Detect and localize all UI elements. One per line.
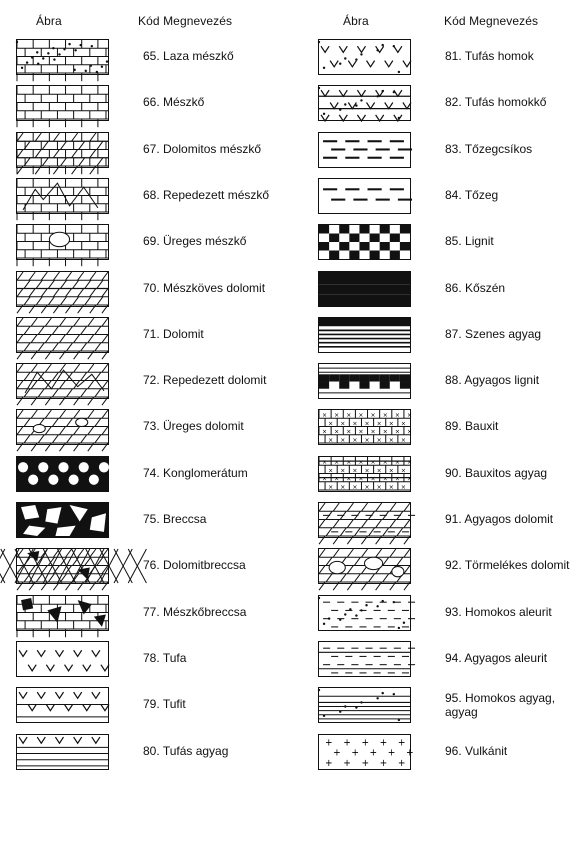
legend-row	[0, 595, 587, 631]
pattern-swatch	[318, 132, 411, 168]
legend-code: 89.	[445, 419, 466, 433]
legend-name: Breccsa	[163, 512, 207, 526]
legend-label	[445, 281, 505, 295]
legend-label	[445, 558, 570, 572]
legend-name: Dolomitbreccsa	[163, 558, 246, 572]
legend-code: 96.	[445, 744, 466, 758]
svg-text:×: ×	[406, 475, 413, 483]
svg-text:+: +	[325, 737, 333, 749]
svg-text:×: ×	[370, 475, 376, 483]
legend-name: Tufit	[162, 697, 186, 711]
legend-label	[445, 651, 547, 665]
legend-row	[0, 641, 587, 677]
legend-code: 81.	[445, 49, 465, 63]
svg-text:×: ×	[346, 412, 352, 420]
svg-text:×: ×	[388, 483, 394, 491]
legend-code: 69.	[143, 234, 164, 248]
svg-text:×: ×	[364, 420, 370, 428]
legend-label	[445, 466, 547, 480]
svg-text:×: ×	[394, 475, 400, 483]
legend-name: Bauxit	[465, 419, 499, 433]
svg-text:+: +	[397, 737, 406, 749]
svg-text:×: ×	[352, 483, 358, 491]
pattern-swatch	[318, 178, 411, 214]
legend-name: Dolomitos mészkő	[163, 142, 262, 156]
legend-row	[0, 363, 587, 399]
pattern-swatch	[318, 317, 411, 353]
pattern-swatch	[318, 641, 411, 677]
svg-text:×: ×	[364, 483, 370, 491]
legend-row	[0, 502, 587, 538]
svg-text:×: ×	[340, 420, 346, 428]
svg-text:×: ×	[328, 467, 334, 475]
legend-label	[445, 605, 552, 619]
svg-text:×: ×	[322, 459, 328, 467]
svg-text:×: ×	[394, 412, 400, 420]
pattern-swatch	[318, 687, 411, 723]
legend-name: Üreges mészkő	[163, 234, 247, 248]
svg-text:×: ×	[346, 459, 352, 467]
legend-name: Bauxitos agyag	[465, 466, 548, 480]
legend-row	[0, 271, 587, 307]
legend-code: 65.	[143, 49, 164, 63]
legend-name: Agyagos dolomit	[464, 512, 554, 526]
svg-text:×: ×	[382, 475, 388, 483]
svg-text:×: ×	[322, 412, 328, 420]
svg-text:×: ×	[340, 483, 346, 491]
svg-text:×: ×	[340, 436, 346, 444]
svg-text:×: ×	[328, 420, 334, 428]
svg-text:×: ×	[346, 475, 352, 483]
svg-text:×: ×	[394, 459, 400, 467]
svg-text:+: +	[343, 757, 351, 769]
svg-text:×: ×	[382, 459, 388, 467]
legend-row	[0, 317, 587, 353]
legend-name: Mészkőbreccsa	[163, 605, 247, 619]
legend-code: 94.	[445, 651, 465, 665]
svg-text:×: ×	[358, 475, 364, 483]
svg-text:×: ×	[406, 428, 413, 436]
svg-text:×: ×	[358, 412, 364, 420]
legend-name: Tufás homok	[464, 49, 534, 63]
legend-code: 68.	[143, 188, 164, 202]
legend-label	[445, 419, 498, 433]
svg-text:×: ×	[376, 420, 382, 428]
legend-name: Tufa	[162, 651, 187, 665]
svg-text:×: ×	[388, 467, 394, 475]
legend-name: Repedezett mészkő	[163, 188, 270, 202]
legend-label	[445, 95, 546, 109]
legend-code: 77.	[143, 605, 164, 619]
legend-label	[445, 691, 555, 719]
legend-name: Laza mészkő	[163, 49, 234, 63]
svg-text:×: ×	[406, 412, 413, 420]
svg-text:×: ×	[322, 475, 328, 483]
legend-name: Kőszén	[465, 281, 506, 295]
legend-row	[0, 687, 587, 723]
pattern-swatch	[318, 363, 411, 399]
legend-name: Dolomit	[163, 327, 204, 341]
legend-label	[445, 188, 498, 202]
legend-name: Agyagos aleurit	[464, 651, 548, 665]
svg-text:×: ×	[340, 467, 346, 475]
svg-text:+: +	[379, 757, 388, 769]
legend-code: 95.	[445, 691, 466, 705]
pattern-swatch	[318, 595, 411, 631]
legend-row	[0, 178, 587, 214]
legend-code: 93.	[445, 605, 466, 619]
legend-row	[0, 39, 587, 75]
svg-text:×: ×	[400, 436, 406, 444]
svg-text:×: ×	[370, 428, 376, 436]
legend-row	[0, 409, 587, 445]
legend-label	[445, 234, 494, 248]
svg-text:+: +	[361, 757, 370, 769]
legend-name: Tőzeg	[464, 188, 499, 202]
legend-code: 73.	[143, 419, 164, 433]
legend-code: 78.	[143, 651, 163, 665]
svg-text:×: ×	[328, 483, 334, 491]
svg-text:×: ×	[352, 467, 358, 475]
right-abra-header: Ábra	[343, 14, 369, 28]
legend-code: 92.	[445, 558, 465, 572]
legend-code: 71.	[143, 327, 164, 341]
svg-text:+: +	[397, 757, 406, 769]
left-code-name-header: Kód Megnevezés	[138, 14, 233, 28]
legend-code: 75.	[143, 512, 164, 526]
legend-name: Lignit	[465, 234, 494, 248]
svg-text:×: ×	[370, 459, 376, 467]
svg-text:×: ×	[388, 436, 394, 444]
legend-code: 82.	[445, 95, 465, 109]
legend-name: Repedezett dolomit	[163, 373, 267, 387]
left-abra-header: Ábra	[36, 14, 62, 28]
svg-text:×: ×	[328, 436, 334, 444]
legend-name: Tufás homokkő	[464, 95, 547, 109]
legend-code: 85.	[445, 234, 466, 248]
svg-text:+: +	[405, 747, 414, 759]
legend-code: 76.	[143, 558, 164, 572]
legend-name: Tőzegcsíkos	[464, 142, 533, 156]
legend-row	[0, 85, 587, 121]
svg-text:×: ×	[334, 459, 340, 467]
svg-text:×: ×	[376, 483, 382, 491]
svg-text:+: +	[361, 737, 370, 749]
legend-name: Szenes agyag	[465, 327, 542, 341]
svg-text:×: ×	[352, 436, 358, 444]
legend-name: Tufás agyag	[162, 744, 229, 758]
legend-name: Homokos agyag,	[465, 691, 556, 705]
svg-text:×: ×	[358, 459, 364, 467]
right-code-name-header: Kód Megnevezés	[444, 14, 539, 28]
svg-text:×: ×	[394, 428, 400, 436]
legend-row	[0, 224, 587, 260]
svg-text:×: ×	[400, 420, 406, 428]
legend-code: 84.	[445, 188, 465, 202]
svg-text:×: ×	[358, 428, 364, 436]
svg-text:+: +	[369, 747, 378, 759]
svg-text:×: ×	[370, 412, 376, 420]
pattern-swatch	[318, 456, 411, 492]
legend-name: Mészkő	[163, 95, 205, 109]
svg-text:×: ×	[346, 428, 352, 436]
legend-code: 87.	[445, 327, 466, 341]
svg-text:+: +	[333, 747, 341, 759]
pattern-swatch	[318, 39, 411, 75]
legend-code: 86.	[445, 281, 466, 295]
legend-code: 74.	[143, 466, 164, 480]
legend-code: 72.	[143, 373, 164, 387]
legend-name: Agyagos lignit	[464, 373, 540, 387]
legend-code: 67.	[143, 142, 164, 156]
legend-label	[445, 373, 539, 387]
legend-code: 79.	[143, 697, 163, 711]
legend-row	[0, 734, 587, 770]
legend-label	[445, 512, 553, 526]
pattern-swatch	[318, 409, 411, 445]
legend-code: 70.	[143, 281, 164, 295]
svg-text:+: +	[325, 757, 333, 769]
svg-text:×: ×	[400, 483, 406, 491]
pattern-swatch	[318, 734, 414, 770]
svg-text:×: ×	[322, 428, 328, 436]
svg-text:+: +	[351, 747, 359, 759]
legend-code: 66.	[143, 95, 164, 109]
svg-text:×: ×	[388, 420, 394, 428]
legend-name: Homokos aleurit	[465, 605, 552, 619]
pattern-swatch	[318, 502, 411, 538]
svg-text:+: +	[387, 747, 396, 759]
legend-name: Vulkánit	[465, 744, 508, 758]
legend-code: 80.	[143, 744, 163, 758]
svg-text:×: ×	[352, 420, 358, 428]
svg-text:+: +	[343, 737, 351, 749]
legend-row	[0, 456, 587, 492]
svg-text:×: ×	[334, 412, 340, 420]
legend-label	[445, 142, 532, 156]
legend-name: Konglomerátum	[163, 466, 248, 480]
legend-name: Törmelékes dolomit	[464, 558, 570, 572]
legend-row	[0, 548, 587, 584]
pattern-swatch	[318, 271, 411, 307]
pattern-swatch	[318, 85, 411, 121]
svg-text:+: +	[379, 737, 388, 749]
svg-text:×: ×	[406, 459, 413, 467]
svg-text:×: ×	[376, 467, 382, 475]
legend-row	[0, 132, 587, 168]
svg-text:×: ×	[364, 467, 370, 475]
svg-text:×: ×	[364, 436, 370, 444]
svg-text:×: ×	[400, 467, 406, 475]
legend-code: 91.	[445, 512, 465, 526]
legend-name-continued: agyag	[445, 705, 478, 719]
legend-code: 88.	[445, 373, 465, 387]
legend-name: Mészköves dolomit	[163, 281, 266, 295]
svg-text:×: ×	[382, 412, 388, 420]
legend-label	[445, 327, 541, 341]
pattern-swatch	[318, 224, 411, 260]
legend-label	[445, 49, 534, 63]
legend-name: Üreges dolomit	[163, 419, 244, 433]
legend-code: 83.	[445, 142, 465, 156]
legend-code: 90.	[445, 466, 466, 480]
svg-text:×: ×	[334, 428, 340, 436]
svg-text:×: ×	[376, 436, 382, 444]
legend-label	[445, 744, 507, 758]
svg-text:×: ×	[334, 475, 340, 483]
svg-text:×: ×	[382, 428, 388, 436]
pattern-swatch	[318, 548, 411, 584]
